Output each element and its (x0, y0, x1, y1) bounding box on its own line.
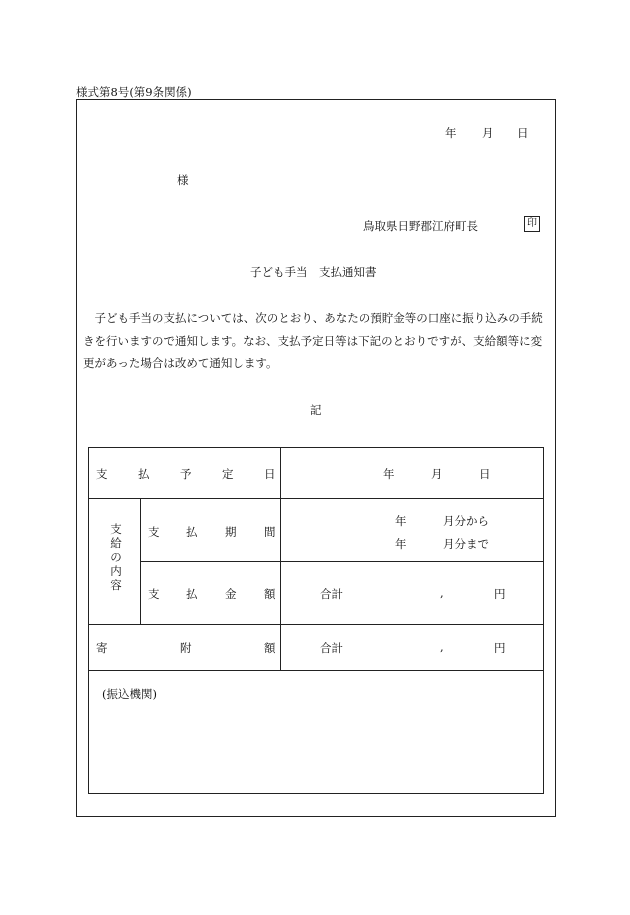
table-rule-2 (140, 561, 544, 562)
issuer-name: 鳥取県日野郡江府町長 (363, 219, 478, 233)
document-title: 子ども手当 支払通知書 (250, 265, 377, 279)
bank-label: (振込機関) (102, 687, 157, 701)
seal-stamp: 印 (524, 216, 540, 232)
ki-heading: 記 (310, 403, 322, 417)
issue-date-month: 月 (482, 126, 494, 140)
recipient-suffix: 様 (177, 173, 189, 187)
payment-table (88, 447, 544, 794)
table-rule-4 (88, 670, 544, 671)
table-rule-3 (88, 624, 544, 625)
form-number-label: 様式第8号(第9条関係) (76, 85, 192, 99)
table-divider-main (280, 447, 281, 670)
issue-date-day: 日 (517, 126, 529, 140)
payment-content-group-label: 支給の内容 (110, 522, 122, 592)
notice-body: 子ども手当の支払については、次のとおり、あなたの預貯金等の口座に振り込みの手続きを行いますので通知します。なお、支払予定日等は下記のとおりですが、支給額等に変更があった場合は改めて通知します。 (83, 311, 543, 370)
table-rule-1 (88, 498, 544, 499)
issue-date-year: 年 (445, 126, 457, 140)
